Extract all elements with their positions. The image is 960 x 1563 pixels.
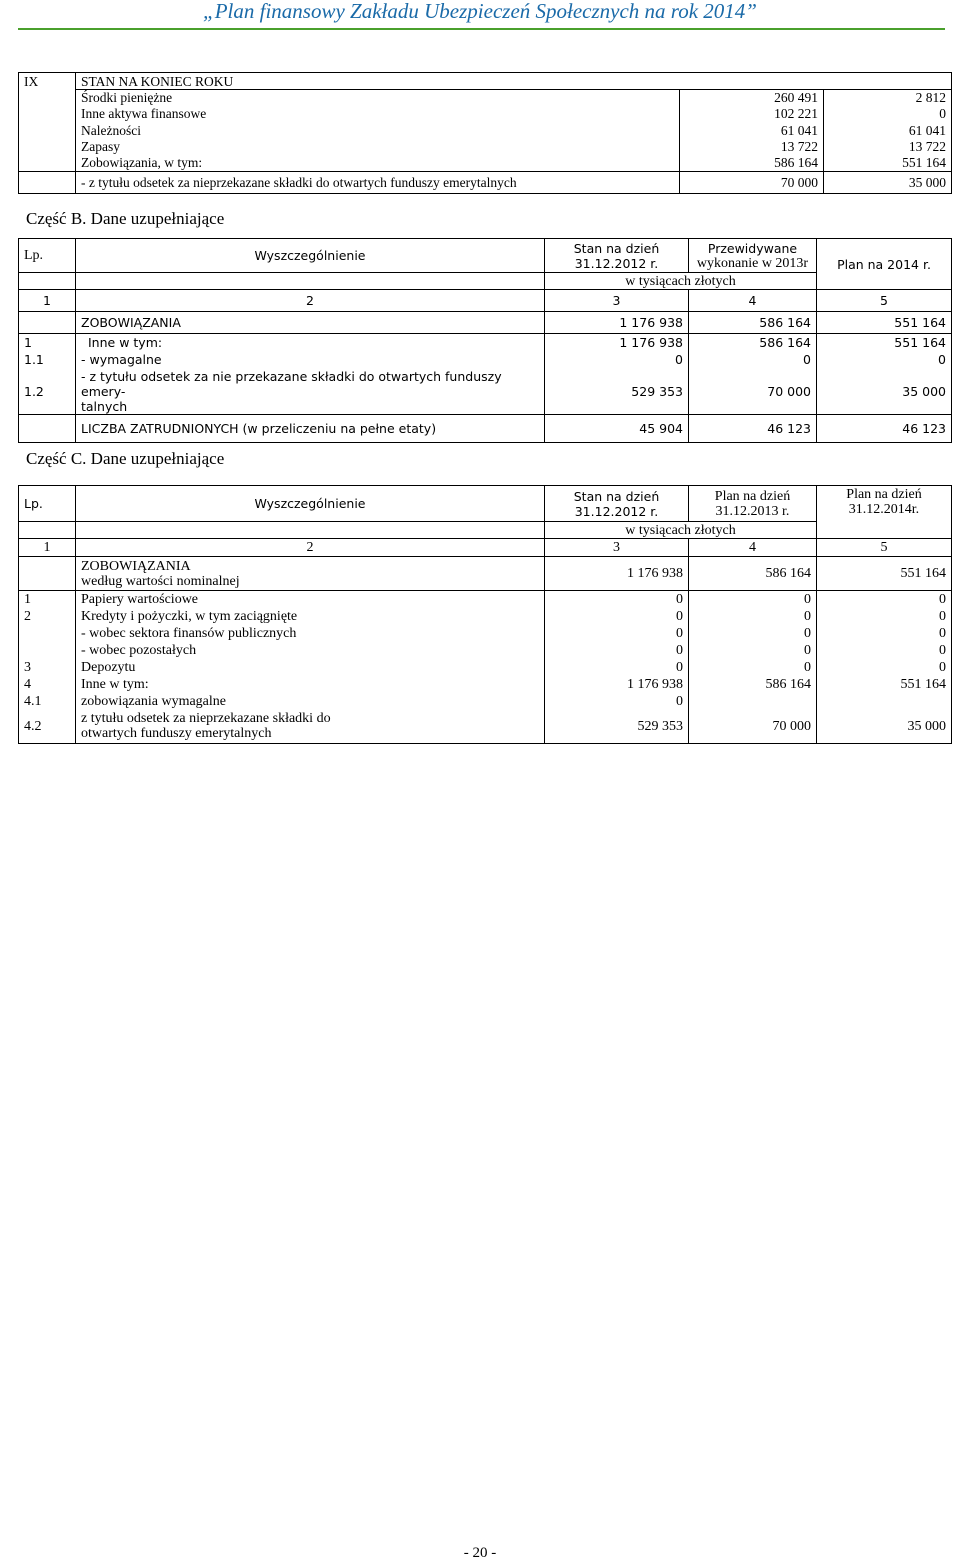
table-row-label: ZOBOWIĄZANIA xyxy=(76,312,545,334)
ix-last-label: - z tytułu odsetek za nieprzekazane składki do otwartych funduszy emerytalnych xyxy=(76,172,680,194)
table-row-label: z tytułu odsetek za nieprzekazane składki do otwartych funduszy emerytalnych xyxy=(76,710,545,744)
table-part-c: Lp. Wyszczególnienie Stan na dzień 31.12.2012 r. Plan na dzień 31.12.2013 r. Plan na dzień 31.12.2014r. w tysiącach złotych 1 2 3 4 5 ZOBOWIĄZANIA według wartości nominalnej 1 176 938 586 164 551 164 1 Papiery wartościowe 0 0 0 2 Kredyty i pożyczki, w tym zaciągnięte 0 0 0 - wobec sektora finansów publicznych 0 0 0 - wobec pozostałych 0 0 0 3 Depozytu 0 0 0 4 Inne w tym: 1 176 938 586 164 551 164 4.1 zobowiązania wymagalne 0 4.2 z tytułu odsetek za nieprzekazane składki do otwartych funduszy emerytalnych 529 353 70 000 35 000 xyxy=(18,485,952,744)
table-row-label: - wobec sektora finansów publicznych xyxy=(76,625,545,642)
col5-header: Plan na dzień 31.12.2014r. xyxy=(817,486,952,539)
col-num: 4 xyxy=(689,539,817,557)
ix-row-label: Zobowiązania, w tym: xyxy=(76,155,680,172)
header-divider xyxy=(18,28,945,30)
table-row-label: Kredyty i pożyczki, w tym zaciągnięte xyxy=(76,608,545,625)
ix-row-v2: 2 812 xyxy=(824,90,952,106)
table-row-label: - wobec pozostałych xyxy=(76,642,545,659)
table-row-label: zobowiązania wymagalne xyxy=(76,693,545,710)
lp-header: Lp. xyxy=(19,239,76,273)
lp-header: Lp. xyxy=(19,486,76,522)
ix-row-label: Środki pieniężne xyxy=(76,90,680,106)
table-ix xyxy=(18,72,952,194)
unit-label: w tysiącach złotych xyxy=(545,522,817,539)
desc-header: Wyszczególnienie xyxy=(76,239,545,273)
ix-row-v1: 13 722 xyxy=(680,139,824,155)
ix-row-v1: 260 491 xyxy=(680,90,824,106)
col-num: 4 xyxy=(689,290,817,312)
ix-row-v1: 586 164 xyxy=(680,155,824,172)
ix-title: STAN NA KONIEC ROKU xyxy=(76,73,952,90)
page-number: - 20 - xyxy=(463,1545,497,1561)
lp-ix: IX xyxy=(19,73,76,172)
col-num: 1 xyxy=(19,539,76,557)
col-num: 1 xyxy=(19,290,76,312)
col-num: 2 xyxy=(76,290,545,312)
table-row-label: Papiery wartościowe xyxy=(76,591,545,608)
ix-row-v2: 0 xyxy=(824,106,952,122)
ix-last-v1: 70 000 xyxy=(680,172,824,194)
col-num: 5 xyxy=(817,290,952,312)
table-row-label: - wymagalne xyxy=(76,351,545,369)
unit-label: w tysiącach złotych xyxy=(545,273,817,290)
employment-label: LICZBA ZATRUDNIONYCH (w przeliczeniu na pełne etaty) xyxy=(76,414,545,442)
col4-header: Przewidywane wykonanie w 2013r xyxy=(689,239,817,273)
ix-row-label: Należności xyxy=(76,122,680,139)
col3-header: Stan na dzień 31.12.2012 r. xyxy=(545,239,689,273)
desc-header: Wyszczególnienie xyxy=(76,486,545,522)
table-row-label: - z tytułu odsetek za nie przekazane składki do otwartych funduszy emery- talnych xyxy=(76,369,545,415)
ix-last-v2: 35 000 xyxy=(824,172,952,194)
col4-header: Plan na dzień 31.12.2013 r. xyxy=(689,486,817,522)
part-b-title: Część B. Dane uzupełniające xyxy=(26,209,225,228)
ix-row-v2: 61 041 xyxy=(824,122,952,139)
ix-row-v1: 102 221 xyxy=(680,106,824,122)
table-row-label: Inne w tym: xyxy=(76,334,545,351)
col5-header: Plan na 2014 r. xyxy=(817,239,952,290)
table-row-label: ZOBOWIĄZANIA według wartości nominalnej xyxy=(76,557,545,591)
ix-row-v1: 61 041 xyxy=(680,122,824,139)
col-num: 5 xyxy=(817,539,952,557)
document-header-title: „Plan finansowy Zakładu Ubezpieczeń Społecznych na rok 2014” xyxy=(203,0,757,23)
col-num: 3 xyxy=(545,290,689,312)
table-part-b: Lp. Wyszczególnienie Stan na dzień 31.12.2012 r. Przewidywane wykonanie w 2013r Plan na 2014 r. w tysiącach złotych 1 2 3 4 5 ZOBOWIĄZANIA 1 176 938 586 164 551 164 1 Inne w tym: 1 176 938 586 164 551 164 1.1 - wymagalne 0 0 0 1.2 - z tytułu odsetek za nie przekazane składki do otwartych funduszy emery- talnych 529 353 70 000 35 000 LICZBA ZATRUDNIONYCH (w przeliczeniu na pełne etaty) 45 904 46 123 46 123 xyxy=(18,238,952,443)
col3-header: Stan na dzień 31.12.2012 r. xyxy=(545,486,689,522)
table-row-label: Inne w tym: xyxy=(76,676,545,693)
col-num: 3 xyxy=(545,539,689,557)
ix-row-label: Zapasy xyxy=(76,139,680,155)
table-row-label: Depozytu xyxy=(76,659,545,676)
col-num: 2 xyxy=(76,539,545,557)
ix-row-v2: 13 722 xyxy=(824,139,952,155)
ix-row-label: Inne aktywa finansowe xyxy=(76,106,680,122)
part-c-title: Część C. Dane uzupełniające xyxy=(26,449,225,468)
ix-row-v2: 551 164 xyxy=(824,155,952,172)
